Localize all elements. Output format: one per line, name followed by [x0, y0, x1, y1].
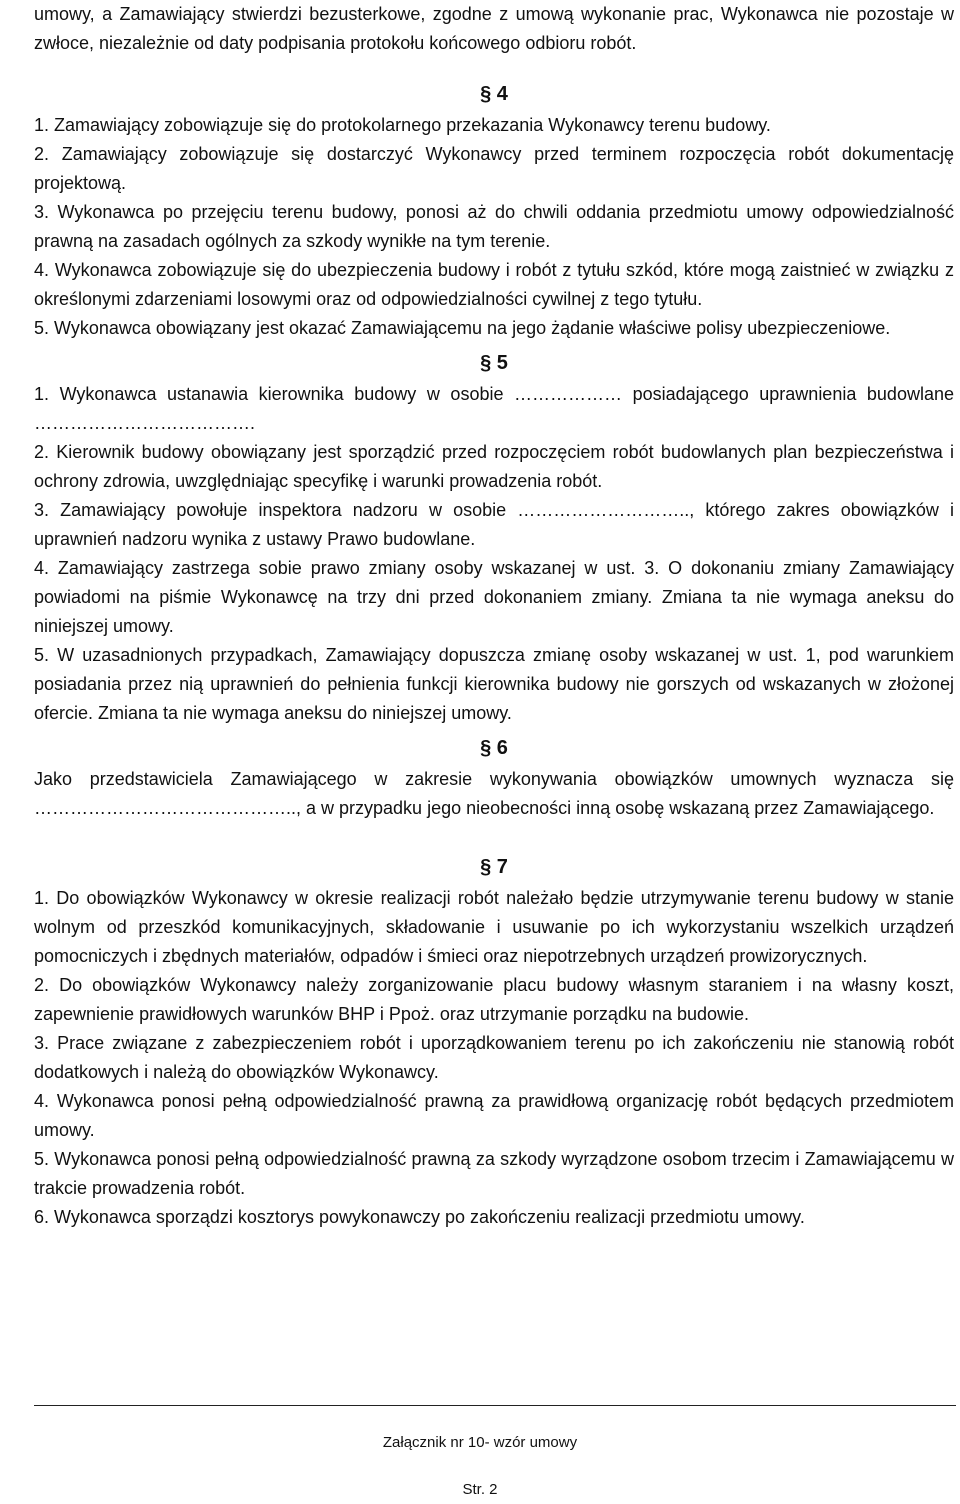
section-5-item-4: 4. Zamawiający zastrzega sobie prawo zmiany osoby wskazanej w ust. 3. O dokonaniu zmiany Zamawiający powiadomi na piśmie Wykonawcę na trzy dni przed dokonaniem zmiany. Zmiana ta nie wymaga aneksu do niniejszej umowy. [34, 558, 954, 636]
section-5-item-5: 5. W uzasadnionych przypadkach, Zamawiający dopuszcza zmianę osoby wskazanej w ust. 1, pod warunkiem posiadania przez nią uprawnień do pełnienia funkcji kierownika budowy nie gorszych od wskazanych w złożonej ofercie. Zmiana ta nie wymaga aneksu do niniejszej umowy. [34, 645, 954, 723]
section-4-item-2: 2. Zamawiający zobowiązuje się dostarczyć Wykonawcy przed terminem rozpoczęcia robót dokumentację projektową. [34, 144, 954, 193]
section-7-item-2: 2. Do obowiązków Wykonawcy należy zorganizowanie placu budowy własnym staraniem i na własny koszt, zapewnienie prawidłowych warunków BHP i Ppoż. oraz utrzymanie porządku na budowie. [34, 975, 954, 1024]
page-number: Str. 2 [462, 1481, 498, 1498]
section-7-item-4: 4. Wykonawca ponosi pełną odpowiedzialność prawną za prawidłową organizację robót będących przedmiotem umowy. [34, 1091, 954, 1140]
section-4-item-3: 3. Wykonawca po przejęciu terenu budowy, ponosi aż do chwili oddania przedmiotu umowy odpowiedzialność prawną na zasadach ogólnych za szkody wynikłe na tym terenie. [34, 202, 954, 251]
section-4-item-1: 1. Zamawiający zobowiązuje się do protokolarnego przekazania Wykonawcy terenu budowy. [34, 115, 771, 135]
footer-divider [34, 1405, 956, 1406]
section-4-item-4: 4. Wykonawca zobowiązuje się do ubezpieczenia budowy i robót z tytułu szkód, które mogą zaistnieć w związku z określonymi zdarzeniami losowymi oraz od odpowiedzialności cywilnej z tego tytułu. [34, 260, 954, 309]
section-7-item-3: 3. Prace związane z zabezpieczeniem robót i uporządkowaniem terenu po ich zakończeniu nie stanowią robót dodatkowych i należą do obowiązków Wykonawcy. [34, 1033, 954, 1082]
section-5-item-2: 2. Kierownik budowy obowiązany jest sporządzić przed rozpoczęciem robót budowlanych plan bezpieczeństwa i ochrony zdrowia, uwzględniając specyfikę i warunki prowadzenia robót. [34, 442, 954, 491]
section-5-heading: § 5 [480, 352, 508, 374]
section-5-item-3: 3. Zamawiający powołuje inspektora nadzoru w osobie ……………………….., którego zakres obowiązków i uprawnień nadzoru wynika z ustawy Prawo budowlane. [34, 500, 954, 549]
section-7-item-1: 1. Do obowiązków Wykonawcy w okresie realizacji robót należało będzie utrzymywanie terenu budowy w stanie wolnym od przeszkód komunikacyjnych, składowanie i usuwanie po ich wykorzystaniu wszelkich urządzeń pomocniczych i zbędnych materiałów, odpadów i śmieci oraz niepotrzebnych urządzeń prowizorycznych. [34, 888, 954, 966]
section-7-item-5: 5. Wykonawca ponosi pełną odpowiedzialność prawną za szkody wyrządzone osobom trzecim i Zamawiającemu w trakcie prowadzenia robót. [34, 1149, 954, 1198]
intro-paragraph: umowy, a Zamawiający stwierdzi bezusterkowe, zgodne z umową wykonanie prac, Wykonawca nie pozostaje w zwłoce, niezależnie od daty podpisania protokołu końcowego odbioru robót. [34, 4, 954, 53]
footer-attachment-label: Załącznik nr 10- wzór umowy [382, 1434, 578, 1451]
document-page [34, 0, 954, 1232]
section-5-item-1: 1. Wykonawca ustanawia kierownika budowy w osobie ……………… posiadającego uprawnienia budowlane ………………………………. [34, 384, 954, 433]
section-6-paragraph: Jako przedstawiciela Zamawiającego w zakresie wykonywania obowiązków umownych wyznacza się …………………………………….., a w przypadku jego nieobecności inną osobę wskazaną przez Zamawiającego. [34, 769, 954, 818]
section-6-heading: § 6 [480, 737, 508, 759]
section-4-heading: § 4 [480, 83, 508, 105]
section-7-item-6: 6. Wykonawca sporządzi kosztorys powykonawczy po zakończeniu realizacji przedmiotu umowy. [34, 1207, 805, 1227]
section-7-heading: § 7 [480, 856, 508, 878]
section-4-item-5: 5. Wykonawca obowiązany jest okazać Zamawiającemu na jego żądanie właściwe polisy ubezpieczeniowe. [34, 318, 891, 338]
